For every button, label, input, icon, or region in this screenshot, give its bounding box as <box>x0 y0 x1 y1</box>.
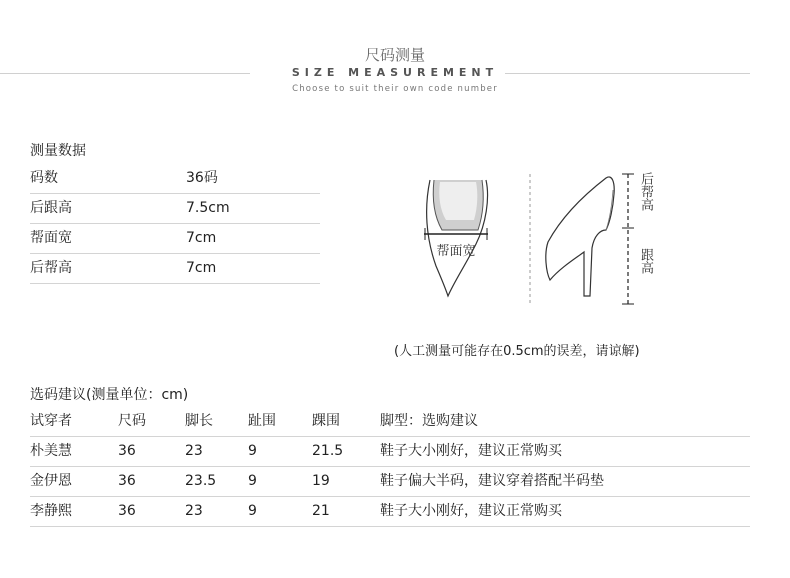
measurement-row <box>30 194 320 224</box>
measurement-value: 7cm <box>186 230 217 246</box>
measurement-label: 后帮高 <box>30 260 72 276</box>
cell-toe: 9 <box>248 473 257 489</box>
shoe-top-view-icon <box>427 180 488 296</box>
table-row <box>30 467 750 497</box>
column-header: 趾围 <box>248 413 276 429</box>
measurement-row <box>30 224 320 254</box>
table-row <box>30 497 750 527</box>
column-header: 踝围 <box>312 413 340 429</box>
measurement-label: 帮面宽 <box>30 230 72 246</box>
cell-length: 23.5 <box>185 473 217 489</box>
cell-length: 23 <box>185 443 203 459</box>
shoe-diagram <box>410 168 660 308</box>
heel-height-label: 跟高 <box>638 248 653 274</box>
width-label: 帮面宽 <box>436 244 476 259</box>
cell-length: 23 <box>185 503 203 519</box>
measurement-label: 码数 <box>30 170 58 186</box>
measurement-value: 36码 <box>186 170 218 186</box>
table-header-row <box>30 407 750 437</box>
cell-name: 朴美慧 <box>30 443 72 459</box>
measurement-label: 后跟高 <box>30 200 72 216</box>
header <box>0 0 790 110</box>
table-row <box>30 437 750 467</box>
measurement-value: 7.5cm <box>186 200 230 216</box>
title-cn: 尺码测量 <box>364 46 425 64</box>
cell-advice: 鞋子大小刚好，建议正常购买 <box>380 503 562 519</box>
measurement-notice: (人工测量可能存在0.5cm的误差，请谅解) <box>394 344 640 359</box>
title-en: SIZE MEASUREMENT <box>291 66 499 79</box>
column-header: 脚型：选购建议 <box>380 413 478 429</box>
measurement-table <box>30 164 320 284</box>
recommend-title: 选码建议(测量单位：cm) <box>30 387 189 403</box>
measurement-row <box>30 254 320 284</box>
recommend-table <box>30 407 750 527</box>
cell-ankle: 21.5 <box>312 443 344 459</box>
cell-ankle: 19 <box>312 473 330 489</box>
cell-size: 36 <box>118 473 136 489</box>
cell-name: 金伊恩 <box>30 473 72 489</box>
column-header: 脚长 <box>185 413 213 429</box>
cell-toe: 9 <box>248 443 257 459</box>
back-height-label: 后帮高 <box>638 172 653 211</box>
cell-advice: 鞋子偏大半码，建议穿着搭配半码垫 <box>380 473 604 489</box>
cell-name: 李静熙 <box>30 503 72 519</box>
measurement-value: 7cm <box>186 260 217 276</box>
measurement-title: 测量数据 <box>30 143 86 159</box>
measurement-row <box>30 164 320 194</box>
cell-size: 36 <box>118 503 136 519</box>
cell-ankle: 21 <box>312 503 330 519</box>
cell-size: 36 <box>118 443 136 459</box>
column-header: 尺码 <box>118 413 146 429</box>
cell-toe: 9 <box>248 503 257 519</box>
column-header: 试穿者 <box>30 413 72 429</box>
cell-advice: 鞋子大小刚好，建议正常购买 <box>380 443 562 459</box>
shoe-side-view-icon <box>546 177 614 296</box>
title-subtitle: Choose to suit their own code number <box>292 84 498 94</box>
